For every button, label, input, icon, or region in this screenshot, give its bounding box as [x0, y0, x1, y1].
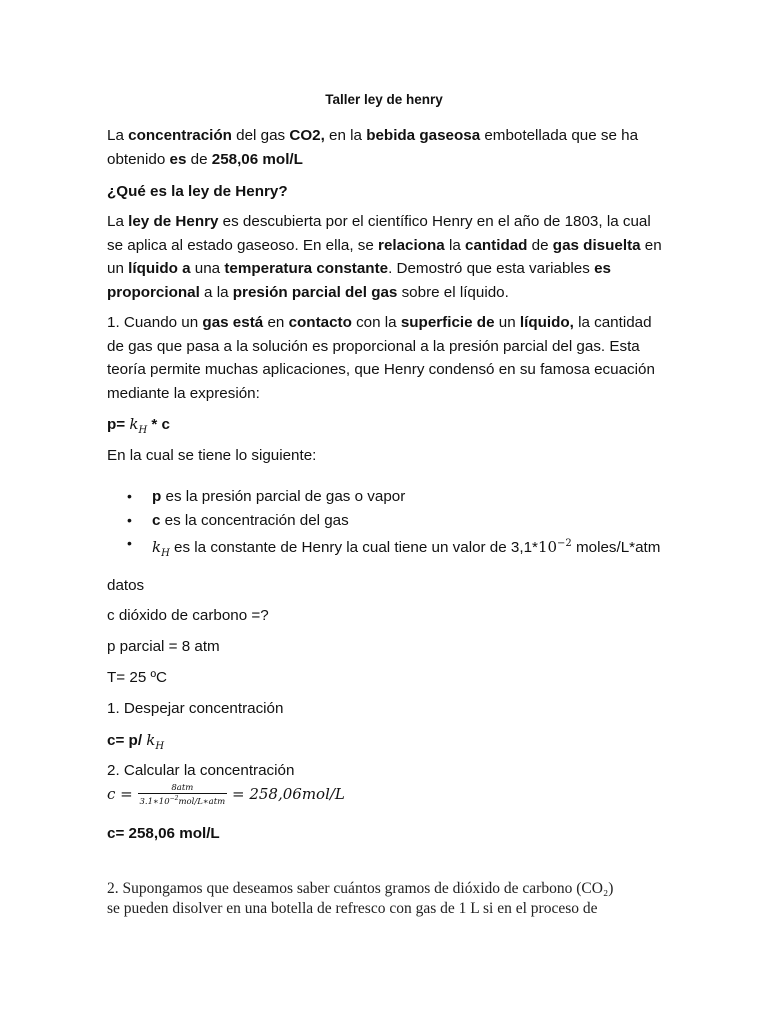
- contact-paragraph: 1. Cuando un gas está en contacto con la superficie de un líquido, la cantidad de gas que pasa a la solución es proporcional a la presión parcial del gas. Esta teoría permite muchas aplicaciones, que Henry condensó en su famosa ecuación mediante la expresión:: [107, 314, 655, 402]
- part-2-paragraph: 2. Supongamos que deseamos saber cuántos gramos de dióxido de carbono (CO₂) se pueden disolver en una botella de refresco con gas de 1 L si en el proceso de: [107, 880, 614, 917]
- step-2: 2. Calcular la concentración: [107, 762, 295, 779]
- list-intro: En la cual se tiene lo siguiente:: [107, 447, 317, 464]
- henry-law-paragraph: La ley de Henry es descubierta por el científico Henry en el año de 1803, la cual se aplica al estado gaseoso. En ella, se relaciona la cantidad de gas disuelta en un líquido a una temperatura constante. Demostró que esta variables es proporcional a la presión parcial del gas sobre el líquido.: [107, 213, 662, 301]
- datos-label: datos: [107, 577, 145, 594]
- variables-list: [107, 485, 667, 566]
- question-heading: ¿Qué es la ley de Henry?: [107, 183, 288, 200]
- intro-paragraph: La concentración del gas CO2, en la bebida gaseosa embotellada que se ha obtenido es de 258,06 mol/L: [107, 127, 639, 168]
- henry-formula: $p= k_H * c$: [107, 415, 170, 436]
- concentration-formula: c= p/ $k_H$: [107, 731, 165, 752]
- final-result: c= 258,06 mol/L: [107, 825, 220, 842]
- list-item: • c es la concentración del gas: [107, 509, 667, 533]
- datos-pressure: p parcial = 8 atm: [107, 638, 220, 655]
- equation-fraction: $\frac{\text{8atm}}{3.1∗10^{-2}mol/L∗atm}$: [139, 783, 226, 807]
- document-title: Taller ley de henry: [325, 92, 443, 107]
- step-1: 1. Despejar concentración: [107, 700, 284, 717]
- calculation-equation: c = $\frac{\text{8atm}}{3.1∗10^{-2}mol/L∗atm}$ = 258,06mol/L: [107, 783, 345, 807]
- datos-temperature: T= 25 ºC: [107, 669, 167, 686]
- datos-co2: c dióxido de carbono =?: [107, 607, 269, 624]
- list-item: • $k_H$ es la constante de Henry la cual tiene un valor de $3,1*10^{-2}$ moles/L*atm: [107, 532, 667, 566]
- list-item: • p es la presión parcial de gas o vapor: [107, 485, 667, 509]
